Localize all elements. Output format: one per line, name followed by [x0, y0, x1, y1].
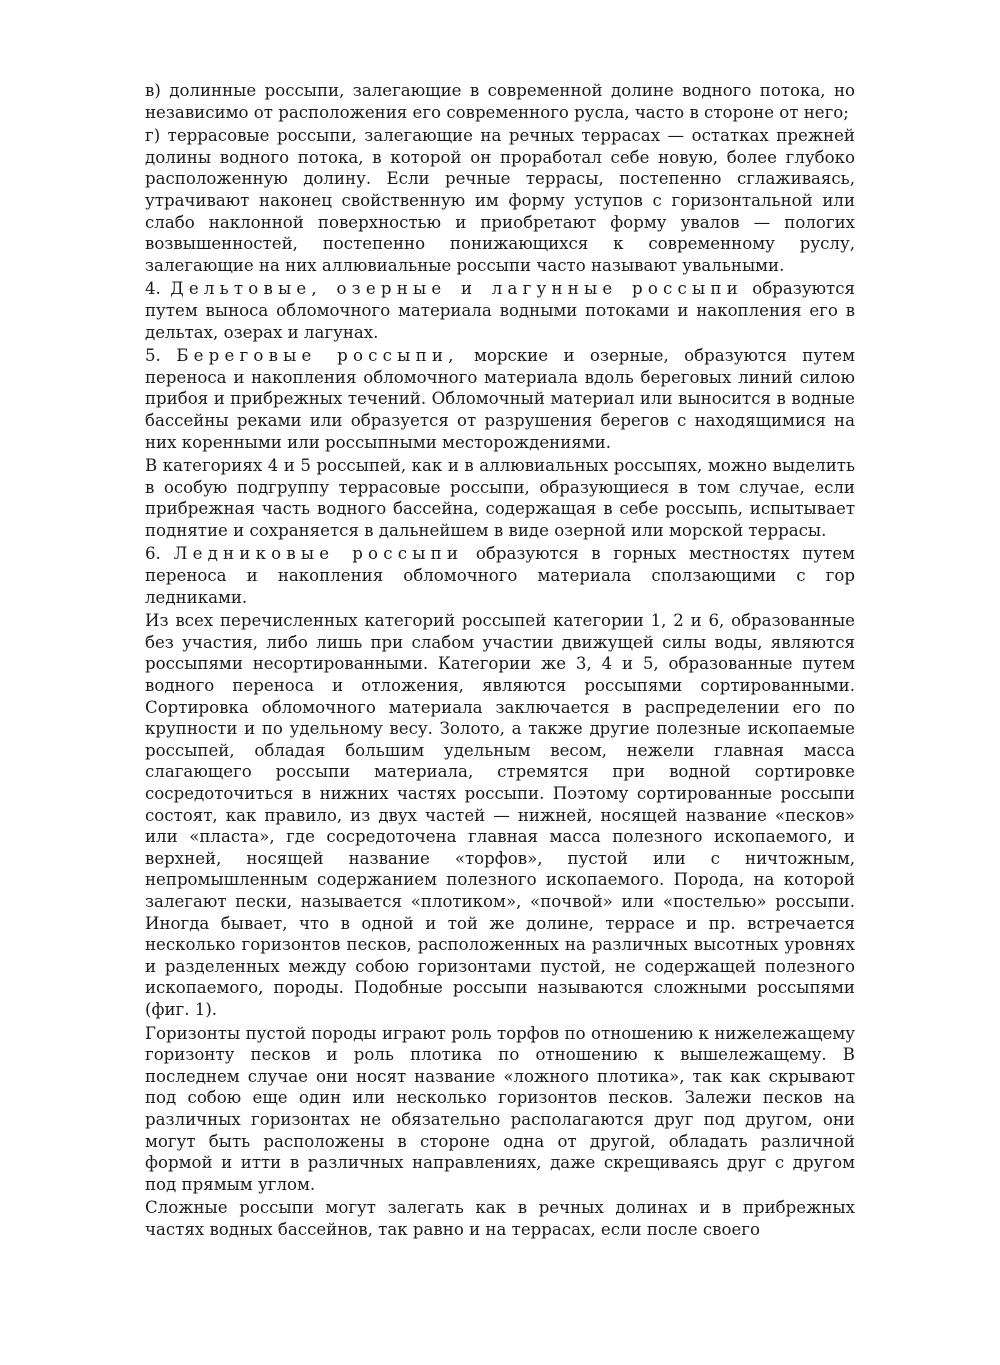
document-page — [145, 80, 855, 1240]
paragraph-valley-placers — [145, 80, 855, 123]
paragraph-delta-placers — [145, 278, 855, 343]
paragraph-coastal-placers — [145, 345, 855, 453]
paragraph-text: В категориях 4 и 5 россыпей, как и в аллювиальных россыпях, можно выделить в особую подгруппу террасовые россыпи, образующиеся в том случае, если прибрежная часть водного бассейна, содержащая в себе россыпь, испытывает поднятие и сохраняется в дальнейшем в виде озерной или морской террасы. — [145, 456, 855, 540]
paragraph-text: образуются в горных местностях путем переноса и накопления обломочного материала сползающими с гор ледниками. — [145, 544, 856, 607]
paragraph-text: Горизонты пустой породы играют роль торфов по отношению к нижележащему горизонту песков и роль плотика по отношению к вышележащему. В последнем случае они носят название «ложного плотика», так как скрывают под собою еще один или несколько горизонтов песков. Залежи песков на различных горизонтах не обязательно располагаются друг под другом, они могут быть расположены в стороне одна от другой, обладать различной формой и итти в различных направлениях, даже скрещиваясь друг с другом под прямым углом. — [145, 1023, 855, 1194]
paragraph-complex-placers — [145, 1197, 855, 1240]
paragraph-heading-spaced: Береговые россыпи, — [176, 346, 459, 366]
paragraph-text: образуются путем выноса обломочного материала водными потоками и накопления его в дельтах, озерах и лагунах. — [145, 279, 855, 342]
paragraph-text: морские и озерные, образуются путем переноса и накопления обломочного материала вдоль береговых линий силою прибоя и прибрежных течений. Обломочный материал или выносится в водные бассейны реками или образуется от разрушения берегов с находящимися на них коренными или россыпными месторождениями. — [145, 346, 856, 452]
paragraph-heading-spaced: Дельтовые, озерные и лагунные россыпи — [170, 279, 743, 299]
paragraph-text: г) террасовые россыпи, залегающие на речных террасах — остатках прежней долины водного потока, в которой он проработал себе новую, более глубоко расположенную долину. Если речные террасы, постепенно сглаживаясь, утрачивают наконец свойственную им форму уступов с горизонтальной или слабо наклонной поверхностью и приобретают форму увалов — пологих возвышенностей, постепенно понижающихся к современному руслу, залегающие на них аллювиальные россыпи часто называют увальными. — [145, 126, 855, 275]
paragraph-number: 5. — [145, 346, 177, 366]
paragraph-text: Из всех перечисленных категорий россыпей категории 1, 2 и 6, образованные без участия, либо лишь при слабом участии движущей силы воды, являются россыпями несортированными. Категории же 3, 4 и 5, образованные путем водного переноса и отложения, являются россыпями сортированными. Сортировка обломочного материала заключается в распределении его по крупности и по удельному весу. Золото, а также другие полезные ископаемые россыпей, обладая большим удельным весом, нежели главная масса слагающего россыпи материала, стремятся при водной сортировке сосредоточиться в нижних частях россыпи. Поэтому сортированные россыпи состоят, как правило, из двух частей — нижней, носящей название «песков» или «пласта», где сосредоточена главная масса полезного ископаемого, и верхней, носящей название «торфов», пустой или с ничтожным, непромышленным содержанием полезного ископаемого. Порода, на которой залегают пески, называется «плотиком», «почвой» или «постелью» россыпи. Иногда бывает, что в одной и той же долине, террасе и пр. встречается несколько горизонтов песков, расположенных на различных высотных уровнях и разделенных между собою горизонтами пустой, не содержащей полезного ископаемого, породы. Подобные россыпи называются сложными россыпями (фиг. 1). — [145, 611, 855, 1019]
paragraph-text: Сложные россыпи могут залегать как в речных долинах и в прибрежных частях водных бассейнов, так равно и на террасах, если после своего — [145, 1198, 855, 1239]
paragraph-terrace-placers — [145, 125, 855, 276]
paragraph-categories-4-5 — [145, 455, 855, 541]
paragraph-glacial-placers — [145, 543, 855, 608]
paragraph-sorted-placers — [145, 610, 855, 1020]
paragraph-text: в) долинные россыпи, залегающие в современной долине водного потока, но независимо от расположения его современного русла, часто в стороне от него; — [145, 81, 855, 122]
paragraph-barren-horizons — [145, 1023, 855, 1196]
paragraph-number: 6. — [145, 544, 174, 564]
paragraph-number: 4. — [145, 279, 171, 299]
paragraph-heading-spaced: Ледниковые россыпи — [173, 544, 464, 564]
